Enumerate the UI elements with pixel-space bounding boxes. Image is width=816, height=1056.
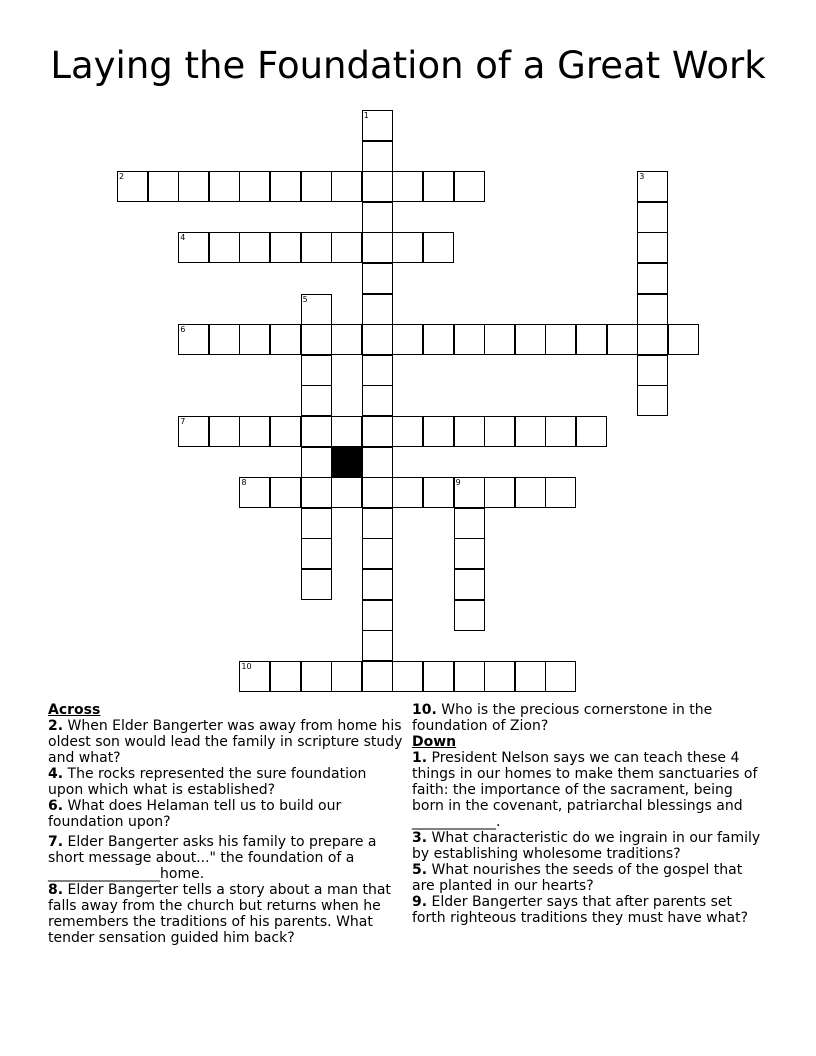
clue-across-6 (48, 798, 404, 830)
grid-cell (607, 324, 638, 355)
grid-cell (423, 324, 454, 355)
cell-number: 6 (180, 325, 186, 335)
grid-cell (178, 324, 209, 355)
grid-cell (362, 661, 393, 692)
grid-cell (545, 477, 576, 508)
grid-cell (362, 416, 393, 447)
grid-cell (637, 202, 668, 233)
grid-cell (209, 171, 240, 202)
grid-cell (362, 324, 393, 355)
grid-cell (270, 324, 301, 355)
down-heading: Down (412, 734, 457, 750)
grid-cell (362, 141, 393, 172)
clue-number: 8. (48, 882, 64, 898)
grid-cell (239, 477, 270, 508)
grid-cell (301, 661, 332, 692)
cell-number: 5 (302, 294, 308, 304)
clue-text: Elder Bangerter tells a story about a man that falls away from the church but returns when he remembers the traditions of his parents. What tender sensation guided him back? (48, 882, 391, 946)
clue-text: Who is the precious cornerstone in the foundation of Zion? (412, 702, 713, 734)
grid-cell (362, 630, 393, 661)
clue-down-5 (412, 862, 768, 894)
grid-cell (362, 355, 393, 386)
grid-cell (362, 447, 393, 478)
grid-cell (148, 171, 179, 202)
clue-across-2 (48, 718, 404, 766)
clue-number: 10. (412, 702, 437, 718)
grid-cell (454, 416, 485, 447)
grid-cell (209, 416, 240, 447)
grid-cell (484, 416, 515, 447)
grid-cell (301, 477, 332, 508)
clue-down-3 (412, 830, 768, 862)
clue-down-9 (412, 894, 768, 926)
grid-cell (117, 171, 148, 202)
across-heading: Across (48, 702, 101, 718)
puzzle-title: Laying the Foundation of a Great Work (50, 44, 766, 87)
grid-cell (454, 477, 485, 508)
grid-cell (454, 508, 485, 539)
grid-cell (576, 324, 607, 355)
clue-text: President Nelson says we can teach these 4 things in our homes to make them sanctuaries of faith: the importance of the sacrament, being born in the covenant, patriarchal blessings and ____________. (412, 750, 758, 830)
grid-cell (331, 232, 362, 263)
grid-cell (270, 416, 301, 447)
grid-cell (301, 294, 332, 325)
grid-cell (209, 324, 240, 355)
grid-cell (270, 661, 301, 692)
grid-cell (270, 232, 301, 263)
grid-cell (362, 171, 393, 202)
grid-cell (331, 171, 362, 202)
grid-cell (515, 416, 546, 447)
clue-across-4 (48, 766, 404, 798)
grid-cell (270, 477, 301, 508)
grid-cell (392, 661, 423, 692)
grid-cell (178, 232, 209, 263)
cell-number: 4 (180, 233, 186, 243)
clue-number: 9. (412, 894, 428, 910)
clue-number: 4. (48, 766, 64, 782)
grid-cell (239, 232, 270, 263)
grid-cell (515, 661, 546, 692)
grid-cell (331, 477, 362, 508)
clue-text: What does Helaman tell us to build our foundation upon? (48, 798, 342, 830)
grid-cell (637, 263, 668, 294)
grid-cell (637, 355, 668, 386)
grid-cell (423, 416, 454, 447)
grid-cell (301, 538, 332, 569)
clue-down-1 (412, 750, 768, 830)
grid-cell (301, 569, 332, 600)
grid-cell (392, 171, 423, 202)
grid-cell (301, 171, 332, 202)
grid-cell (301, 447, 332, 478)
grid-cell (301, 508, 332, 539)
grid-cell (331, 416, 362, 447)
grid-cell (423, 661, 454, 692)
grid-cell (637, 171, 668, 202)
grid-cell (637, 385, 668, 416)
grid-cell (178, 171, 209, 202)
cell-number: 3 (639, 172, 645, 182)
grid-cell (239, 324, 270, 355)
grid-cell (454, 324, 485, 355)
grid-cell (362, 477, 393, 508)
grid-cell (545, 416, 576, 447)
grid-cell (515, 477, 546, 508)
grid-cell (362, 294, 393, 325)
grid-cell (484, 661, 515, 692)
clue-number: 3. (412, 830, 428, 846)
grid-cell (362, 110, 393, 141)
grid-cell (362, 600, 393, 631)
clues-column-right (412, 702, 768, 926)
grid-cell (545, 324, 576, 355)
cell-number: 9 (455, 478, 461, 488)
grid-cell (331, 324, 362, 355)
grid-cell (392, 232, 423, 263)
clue-across-10 (412, 702, 768, 734)
grid-cell (484, 324, 515, 355)
grid-cell (454, 600, 485, 631)
grid-cell (301, 232, 332, 263)
grid-cell (362, 538, 393, 569)
grid-cell (637, 232, 668, 263)
clue-number: 7. (48, 834, 64, 850)
clue-text: When Elder Bangerter was away from home his oldest son would lead the family in scripture study and what? (48, 718, 403, 766)
clue-text: What nourishes the seeds of the gospel that are planted in our hearts? (412, 862, 743, 894)
grid-cell (178, 416, 209, 447)
grid-cell (392, 416, 423, 447)
clue-number: 5. (412, 862, 428, 878)
grid-cell (637, 324, 668, 355)
grid-cell (484, 477, 515, 508)
grid-cell (301, 324, 332, 355)
clue-number: 6. (48, 798, 64, 814)
cell-number: 2 (119, 172, 125, 182)
grid-cell (362, 232, 393, 263)
clue-across-7 (48, 834, 404, 882)
grid-cell (454, 171, 485, 202)
grid-cell (454, 661, 485, 692)
grid-cell (454, 569, 485, 600)
grid-cell (301, 416, 332, 447)
clue-text: What characteristic do we ingrain in our family by establishing wholesome traditions? (412, 830, 761, 862)
clue-number: 1. (412, 750, 428, 766)
grid-cell (515, 324, 546, 355)
cell-number: 1 (363, 111, 369, 120)
grid-cell (301, 385, 332, 416)
cell-number: 8 (241, 478, 247, 488)
clue-number: 2. (48, 718, 64, 734)
grid-cell (423, 232, 454, 263)
grid-cell (392, 477, 423, 508)
grid-cell (362, 385, 393, 416)
grid-cell (270, 171, 301, 202)
grid-cell (392, 324, 423, 355)
clue-across-8 (48, 882, 404, 946)
grid-cell (423, 477, 454, 508)
grid-cell (301, 355, 332, 386)
grid-cell (423, 171, 454, 202)
grid-cell (331, 661, 362, 692)
grid-cell (362, 263, 393, 294)
clue-text: Elder Bangerter says that after parents set forth righteous traditions they must have what? (412, 894, 748, 926)
clues-column-left (48, 702, 404, 946)
cell-number: 7 (180, 417, 186, 426)
grid-cell (209, 232, 240, 263)
grid-cell (668, 324, 699, 355)
grid-cell (545, 661, 576, 692)
grid-cell (362, 202, 393, 233)
grid-cell (239, 416, 270, 447)
clue-text: Elder Bangerter asks his family to prepare a short message about..." the foundation of a ________________home. (48, 834, 377, 882)
grid-cell (576, 416, 607, 447)
grid-cell (239, 171, 270, 202)
clue-text: The rocks represented the sure foundation upon which what is established? (48, 766, 367, 798)
grid-cell (362, 569, 393, 600)
grid-cell (239, 661, 270, 692)
grid-cell (637, 294, 668, 325)
grid-cell (454, 538, 485, 569)
grid-cell (362, 508, 393, 539)
cell-number: 10 (241, 661, 252, 671)
blocked-cell (331, 447, 362, 478)
